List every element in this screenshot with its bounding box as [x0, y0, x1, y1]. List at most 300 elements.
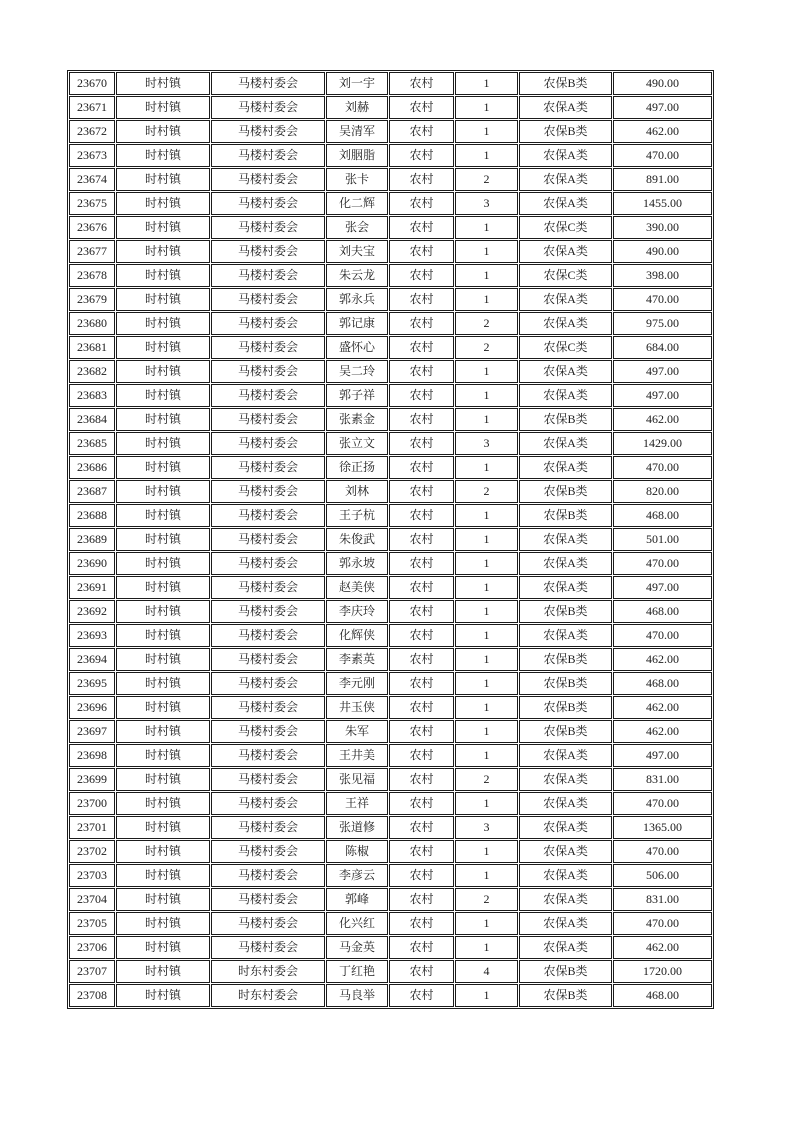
cell-record-id: 23694: [69, 648, 115, 671]
cell-person-count: 1: [455, 288, 518, 311]
cell-residence-type: 农村: [389, 840, 454, 863]
cell-village-committee: 马楼村委会: [211, 480, 325, 503]
table-row: [69, 288, 712, 311]
cell-amount: 891.00: [613, 168, 712, 191]
cell-person-count: 2: [455, 888, 518, 911]
cell-insurance-category: 农保A类: [519, 624, 612, 647]
cell-person-count: 2: [455, 336, 518, 359]
cell-record-id: 23701: [69, 816, 115, 839]
cell-insurance-category: 农保B类: [519, 720, 612, 743]
cell-insurance-category: 农保A类: [519, 552, 612, 575]
cell-insurance-category: 农保A类: [519, 240, 612, 263]
cell-person-name: 刘夫宝: [326, 240, 388, 263]
cell-residence-type: 农村: [389, 816, 454, 839]
cell-record-id: 23681: [69, 336, 115, 359]
cell-insurance-category: 农保C类: [519, 336, 612, 359]
cell-amount: 468.00: [613, 504, 712, 527]
cell-person-count: 3: [455, 816, 518, 839]
cell-person-count: 1: [455, 528, 518, 551]
cell-record-id: 23688: [69, 504, 115, 527]
cell-town: 时村镇: [116, 480, 210, 503]
cell-person-name: 郭永兵: [326, 288, 388, 311]
cell-residence-type: 农村: [389, 408, 454, 431]
cell-village-committee: 马楼村委会: [211, 384, 325, 407]
cell-town: 时村镇: [116, 672, 210, 695]
cell-village-committee: 马楼村委会: [211, 888, 325, 911]
table-row: [69, 504, 712, 527]
table-row: [69, 432, 712, 455]
cell-village-committee: 马楼村委会: [211, 504, 325, 527]
cell-village-committee: 时东村委会: [211, 984, 325, 1007]
table-row: [69, 264, 712, 287]
cell-residence-type: 农村: [389, 600, 454, 623]
cell-person-name: 张道修: [326, 816, 388, 839]
cell-village-committee: 马楼村委会: [211, 360, 325, 383]
cell-insurance-category: 农保B类: [519, 408, 612, 431]
cell-insurance-category: 农保A类: [519, 792, 612, 815]
cell-town: 时村镇: [116, 264, 210, 287]
cell-person-count: 1: [455, 576, 518, 599]
cell-person-name: 丁红艳: [326, 960, 388, 983]
cell-insurance-category: 农保A类: [519, 432, 612, 455]
cell-person-count: 2: [455, 168, 518, 191]
cell-record-id: 23705: [69, 912, 115, 935]
cell-amount: 398.00: [613, 264, 712, 287]
cell-person-name: 郭永坡: [326, 552, 388, 575]
cell-insurance-category: 农保A类: [519, 864, 612, 887]
cell-person-count: 1: [455, 648, 518, 671]
cell-insurance-category: 农保A类: [519, 168, 612, 191]
cell-person-count: 1: [455, 792, 518, 815]
cell-amount: 462.00: [613, 648, 712, 671]
cell-person-name: 马金英: [326, 936, 388, 959]
cell-person-count: 1: [455, 456, 518, 479]
cell-town: 时村镇: [116, 744, 210, 767]
cell-amount: 1720.00: [613, 960, 712, 983]
cell-person-count: 1: [455, 696, 518, 719]
cell-town: 时村镇: [116, 432, 210, 455]
cell-person-name: 盛怀心: [326, 336, 388, 359]
cell-record-id: 23693: [69, 624, 115, 647]
cell-town: 时村镇: [116, 576, 210, 599]
cell-town: 时村镇: [116, 120, 210, 143]
cell-amount: 684.00: [613, 336, 712, 359]
cell-person-name: 赵美侠: [326, 576, 388, 599]
cell-insurance-category: 农保A类: [519, 768, 612, 791]
table-row: [69, 768, 712, 791]
table-row: [69, 624, 712, 647]
cell-record-id: 23708: [69, 984, 115, 1007]
table-row: [69, 912, 712, 935]
cell-village-committee: 马楼村委会: [211, 216, 325, 239]
cell-residence-type: 农村: [389, 432, 454, 455]
cell-person-name: 徐正扬: [326, 456, 388, 479]
cell-record-id: 23700: [69, 792, 115, 815]
cell-town: 时村镇: [116, 912, 210, 935]
cell-person-name: 李庆玲: [326, 600, 388, 623]
cell-residence-type: 农村: [389, 72, 454, 95]
cell-person-count: 1: [455, 72, 518, 95]
table-row: [69, 576, 712, 599]
cell-insurance-category: 农保A类: [519, 528, 612, 551]
cell-residence-type: 农村: [389, 504, 454, 527]
cell-record-id: 23689: [69, 528, 115, 551]
cell-amount: 490.00: [613, 72, 712, 95]
cell-village-committee: 马楼村委会: [211, 96, 325, 119]
cell-residence-type: 农村: [389, 912, 454, 935]
cell-person-count: 1: [455, 864, 518, 887]
table-row: [69, 384, 712, 407]
cell-person-count: 1: [455, 120, 518, 143]
cell-person-name: 马良举: [326, 984, 388, 1007]
cell-person-count: 1: [455, 984, 518, 1007]
cell-amount: 831.00: [613, 888, 712, 911]
cell-village-committee: 马楼村委会: [211, 816, 325, 839]
cell-village-committee: 马楼村委会: [211, 600, 325, 623]
cell-insurance-category: 农保A类: [519, 144, 612, 167]
cell-amount: 501.00: [613, 528, 712, 551]
cell-residence-type: 农村: [389, 744, 454, 767]
cell-record-id: 23687: [69, 480, 115, 503]
cell-record-id: 23678: [69, 264, 115, 287]
cell-amount: 1365.00: [613, 816, 712, 839]
cell-record-id: 23702: [69, 840, 115, 863]
cell-person-name: 吴二玲: [326, 360, 388, 383]
cell-person-count: 1: [455, 744, 518, 767]
cell-record-id: 23672: [69, 120, 115, 143]
table-row: [69, 792, 712, 815]
cell-insurance-category: 农保C类: [519, 264, 612, 287]
cell-town: 时村镇: [116, 720, 210, 743]
cell-village-committee: 马楼村委会: [211, 72, 325, 95]
cell-residence-type: 农村: [389, 696, 454, 719]
cell-residence-type: 农村: [389, 168, 454, 191]
cell-residence-type: 农村: [389, 888, 454, 911]
cell-residence-type: 农村: [389, 624, 454, 647]
table-row: [69, 240, 712, 263]
table-row: [69, 984, 712, 1007]
cell-person-count: 4: [455, 960, 518, 983]
cell-town: 时村镇: [116, 624, 210, 647]
cell-village-committee: 马楼村委会: [211, 240, 325, 263]
table-row: [69, 888, 712, 911]
cell-amount: 470.00: [613, 144, 712, 167]
cell-residence-type: 农村: [389, 384, 454, 407]
cell-insurance-category: 农保B类: [519, 480, 612, 503]
cell-amount: 462.00: [613, 120, 712, 143]
cell-person-count: 1: [455, 936, 518, 959]
cell-person-count: 1: [455, 600, 518, 623]
table-row: [69, 144, 712, 167]
table-row: [69, 96, 712, 119]
cell-amount: 462.00: [613, 936, 712, 959]
cell-residence-type: 农村: [389, 288, 454, 311]
cell-town: 时村镇: [116, 696, 210, 719]
table-row: [69, 408, 712, 431]
cell-record-id: 23703: [69, 864, 115, 887]
cell-residence-type: 农村: [389, 960, 454, 983]
table-row: [69, 552, 712, 575]
cell-person-name: 李素英: [326, 648, 388, 671]
cell-person-count: 1: [455, 552, 518, 575]
cell-person-count: 1: [455, 96, 518, 119]
cell-town: 时村镇: [116, 360, 210, 383]
cell-town: 时村镇: [116, 888, 210, 911]
cell-record-id: 23671: [69, 96, 115, 119]
cell-residence-type: 农村: [389, 144, 454, 167]
cell-person-count: 2: [455, 480, 518, 503]
cell-amount: 490.00: [613, 240, 712, 263]
cell-person-count: 1: [455, 840, 518, 863]
cell-person-name: 张立文: [326, 432, 388, 455]
cell-person-name: 吴清军: [326, 120, 388, 143]
cell-town: 时村镇: [116, 936, 210, 959]
cell-village-committee: 马楼村委会: [211, 792, 325, 815]
cell-insurance-category: 农保A类: [519, 360, 612, 383]
cell-town: 时村镇: [116, 864, 210, 887]
cell-person-count: 1: [455, 672, 518, 695]
cell-residence-type: 农村: [389, 192, 454, 215]
table-row: [69, 960, 712, 983]
cell-insurance-category: 农保A类: [519, 840, 612, 863]
cell-person-name: 张卡: [326, 168, 388, 191]
cell-residence-type: 农村: [389, 552, 454, 575]
cell-insurance-category: 农保B类: [519, 120, 612, 143]
cell-amount: 497.00: [613, 744, 712, 767]
cell-person-name: 朱军: [326, 720, 388, 743]
cell-person-name: 刘胭脂: [326, 144, 388, 167]
cell-insurance-category: 农保B类: [519, 504, 612, 527]
cell-record-id: 23686: [69, 456, 115, 479]
cell-record-id: 23691: [69, 576, 115, 599]
cell-village-committee: 马楼村委会: [211, 144, 325, 167]
table-row: [69, 744, 712, 767]
cell-person-count: 1: [455, 912, 518, 935]
cell-amount: 462.00: [613, 696, 712, 719]
cell-person-name: 郭记康: [326, 312, 388, 335]
cell-insurance-category: 农保B类: [519, 960, 612, 983]
cell-insurance-category: 农保B类: [519, 672, 612, 695]
cell-record-id: 23683: [69, 384, 115, 407]
cell-amount: 470.00: [613, 912, 712, 935]
cell-person-name: 王祥: [326, 792, 388, 815]
cell-residence-type: 农村: [389, 792, 454, 815]
cell-town: 时村镇: [116, 816, 210, 839]
cell-town: 时村镇: [116, 192, 210, 215]
cell-village-committee: 马楼村委会: [211, 912, 325, 935]
cell-village-committee: 马楼村委会: [211, 552, 325, 575]
cell-record-id: 23690: [69, 552, 115, 575]
cell-residence-type: 农村: [389, 648, 454, 671]
cell-village-committee: 马楼村委会: [211, 864, 325, 887]
cell-town: 时村镇: [116, 528, 210, 551]
cell-insurance-category: 农保A类: [519, 888, 612, 911]
cell-town: 时村镇: [116, 960, 210, 983]
table-row: [69, 840, 712, 863]
cell-residence-type: 农村: [389, 336, 454, 359]
cell-person-name: 刘赫: [326, 96, 388, 119]
cell-village-committee: 马楼村委会: [211, 312, 325, 335]
cell-town: 时村镇: [116, 456, 210, 479]
table-row: [69, 864, 712, 887]
cell-insurance-category: 农保B类: [519, 600, 612, 623]
cell-record-id: 23695: [69, 672, 115, 695]
cell-record-id: 23682: [69, 360, 115, 383]
cell-residence-type: 农村: [389, 936, 454, 959]
cell-village-committee: 马楼村委会: [211, 936, 325, 959]
cell-person-count: 1: [455, 144, 518, 167]
table-row: [69, 672, 712, 695]
cell-person-name: 张会: [326, 216, 388, 239]
cell-amount: 831.00: [613, 768, 712, 791]
table-row: [69, 936, 712, 959]
cell-amount: 1455.00: [613, 192, 712, 215]
cell-residence-type: 农村: [389, 216, 454, 239]
cell-record-id: 23696: [69, 696, 115, 719]
cell-person-count: 2: [455, 768, 518, 791]
cell-insurance-category: 农保B类: [519, 648, 612, 671]
cell-record-id: 23676: [69, 216, 115, 239]
cell-town: 时村镇: [116, 216, 210, 239]
cell-insurance-category: 农保A类: [519, 912, 612, 935]
cell-person-name: 朱俊武: [326, 528, 388, 551]
cell-amount: 468.00: [613, 600, 712, 623]
cell-insurance-category: 农保A类: [519, 816, 612, 839]
table-row: [69, 120, 712, 143]
cell-town: 时村镇: [116, 384, 210, 407]
cell-village-committee: 马楼村委会: [211, 576, 325, 599]
cell-village-committee: 马楼村委会: [211, 720, 325, 743]
cell-village-committee: 马楼村委会: [211, 672, 325, 695]
benefits-table-body: [69, 72, 712, 1007]
cell-person-count: 1: [455, 720, 518, 743]
cell-residence-type: 农村: [389, 264, 454, 287]
cell-record-id: 23674: [69, 168, 115, 191]
cell-town: 时村镇: [116, 840, 210, 863]
cell-residence-type: 农村: [389, 768, 454, 791]
cell-person-count: 1: [455, 384, 518, 407]
cell-amount: 462.00: [613, 720, 712, 743]
cell-residence-type: 农村: [389, 528, 454, 551]
cell-person-name: 刘林: [326, 480, 388, 503]
cell-insurance-category: 农保C类: [519, 216, 612, 239]
table-row: [69, 600, 712, 623]
cell-record-id: 23673: [69, 144, 115, 167]
cell-insurance-category: 农保A类: [519, 312, 612, 335]
cell-village-committee: 马楼村委会: [211, 456, 325, 479]
cell-residence-type: 农村: [389, 120, 454, 143]
cell-amount: 470.00: [613, 624, 712, 647]
cell-insurance-category: 农保A类: [519, 288, 612, 311]
cell-person-name: 李彦云: [326, 864, 388, 887]
table-row: [69, 696, 712, 719]
cell-person-name: 井玉侠: [326, 696, 388, 719]
cell-amount: 470.00: [613, 288, 712, 311]
cell-town: 时村镇: [116, 72, 210, 95]
cell-insurance-category: 农保A类: [519, 192, 612, 215]
benefits-table: [67, 70, 714, 1009]
cell-record-id: 23685: [69, 432, 115, 455]
cell-amount: 497.00: [613, 384, 712, 407]
cell-person-name: 刘一宇: [326, 72, 388, 95]
cell-person-name: 陈椒: [326, 840, 388, 863]
cell-amount: 506.00: [613, 864, 712, 887]
table-row: [69, 456, 712, 479]
cell-record-id: 23680: [69, 312, 115, 335]
table-row: [69, 648, 712, 671]
cell-record-id: 23699: [69, 768, 115, 791]
cell-residence-type: 农村: [389, 984, 454, 1007]
table-row: [69, 216, 712, 239]
cell-person-count: 1: [455, 360, 518, 383]
cell-insurance-category: 农保B类: [519, 984, 612, 1007]
cell-insurance-category: 农保A类: [519, 744, 612, 767]
cell-amount: 820.00: [613, 480, 712, 503]
cell-village-committee: 马楼村委会: [211, 408, 325, 431]
table-row: [69, 360, 712, 383]
cell-person-name: 王井美: [326, 744, 388, 767]
cell-record-id: 23698: [69, 744, 115, 767]
cell-residence-type: 农村: [389, 720, 454, 743]
cell-person-count: 3: [455, 432, 518, 455]
cell-person-count: 1: [455, 264, 518, 287]
cell-person-name: 王子杭: [326, 504, 388, 527]
cell-village-committee: 马楼村委会: [211, 192, 325, 215]
cell-insurance-category: 农保A类: [519, 936, 612, 959]
cell-amount: 470.00: [613, 840, 712, 863]
table-row: [69, 72, 712, 95]
cell-person-count: 1: [455, 240, 518, 263]
cell-residence-type: 农村: [389, 480, 454, 503]
cell-village-committee: 马楼村委会: [211, 288, 325, 311]
cell-residence-type: 农村: [389, 576, 454, 599]
cell-record-id: 23704: [69, 888, 115, 911]
cell-town: 时村镇: [116, 792, 210, 815]
cell-record-id: 23677: [69, 240, 115, 263]
cell-amount: 390.00: [613, 216, 712, 239]
cell-village-committee: 马楼村委会: [211, 168, 325, 191]
cell-town: 时村镇: [116, 648, 210, 671]
cell-amount: 462.00: [613, 408, 712, 431]
cell-person-name: 化二辉: [326, 192, 388, 215]
cell-residence-type: 农村: [389, 864, 454, 887]
cell-person-count: 1: [455, 624, 518, 647]
cell-amount: 1429.00: [613, 432, 712, 455]
cell-town: 时村镇: [116, 600, 210, 623]
table-row: [69, 168, 712, 191]
cell-record-id: 23684: [69, 408, 115, 431]
cell-person-name: 化辉侠: [326, 624, 388, 647]
cell-person-name: 郭峰: [326, 888, 388, 911]
cell-record-id: 23670: [69, 72, 115, 95]
cell-village-committee: 马楼村委会: [211, 432, 325, 455]
cell-village-committee: 马楼村委会: [211, 528, 325, 551]
cell-record-id: 23697: [69, 720, 115, 743]
cell-town: 时村镇: [116, 768, 210, 791]
cell-record-id: 23706: [69, 936, 115, 959]
cell-town: 时村镇: [116, 168, 210, 191]
cell-town: 时村镇: [116, 312, 210, 335]
cell-record-id: 23707: [69, 960, 115, 983]
cell-record-id: 23675: [69, 192, 115, 215]
cell-insurance-category: 农保A类: [519, 456, 612, 479]
cell-town: 时村镇: [116, 96, 210, 119]
cell-amount: 468.00: [613, 672, 712, 695]
table-row: [69, 816, 712, 839]
table-row: [69, 336, 712, 359]
cell-person-name: 张素金: [326, 408, 388, 431]
table-row: [69, 192, 712, 215]
